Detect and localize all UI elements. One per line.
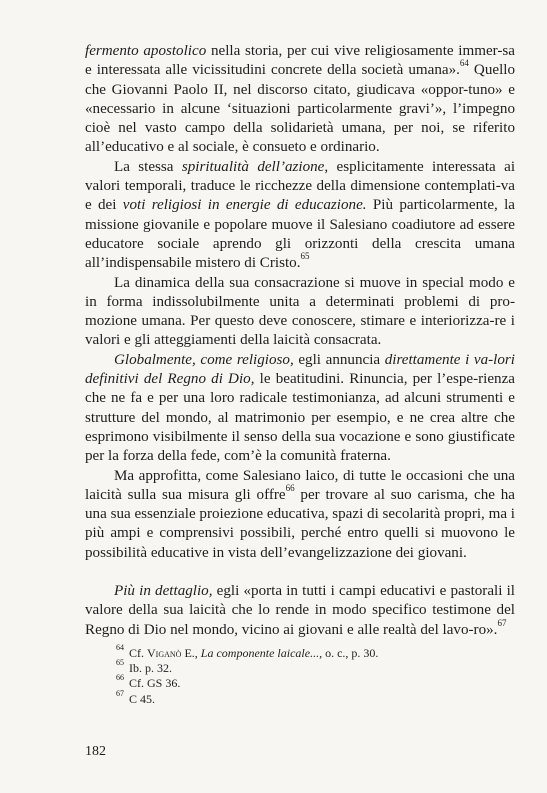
footnote [116, 658, 496, 676]
paragraph [85, 42, 515, 158]
text-run: egli «porta in tutti i campi educativi e pastorali il valore della sua laicità che lo rende in modo specifico testimone del Regno di Dio nel mondo, vicino ai giovani e alle realtà del lavo-ro». [85, 583, 515, 638]
text-run: , esplicitamente interessata ai valori temporali, traduce le ricchezze della dimensione contemplati-va e dei [85, 158, 516, 214]
footnote-text: C 45. [129, 691, 156, 706]
paragraph [85, 582, 515, 640]
footnote-title: La componente laicale..., [200, 646, 323, 660]
paragraph [85, 158, 515, 274]
footnote-ref: 65 [300, 251, 310, 262]
text-run: La stessa [114, 158, 182, 175]
italic-text: Globalmente, come religioso, [114, 351, 294, 368]
paragraph [85, 351, 515, 467]
italic-text: Più in dettaglio, [114, 583, 213, 600]
text-run: egli annuncia [293, 351, 385, 368]
footnote-text: Cf. GS 36. [129, 676, 181, 691]
text-run: La dinamica della sua consacrazione si muove in special modo e in forma indissolubilmente unita a determinati problemi di pro-mozione umana. Per questo deve conoscere, stimare e interiorizza-re i valori e gli atteggiamenti della laicità consacrata. [85, 274, 515, 349]
paragraph [85, 467, 515, 563]
italic-text: spiritualità dell’azione [181, 158, 325, 175]
footnote-ref: 66 [285, 482, 295, 493]
footnotes [116, 643, 496, 707]
footnote-number: 66 [116, 673, 124, 683]
text-run: le beatitudini. Rinuncia, per l’espe-rienza che ne fa e per una loro radicale testimonianza, ad alcuni strumenti e strutture del mondo, al matrimonio per esempio, e ne crea altre che esprimono visibilmente il senso della sua vocazione e sono giustificate per la forza della fede, com’è la comunità fraterna. [85, 371, 516, 465]
body-text [85, 42, 515, 640]
footnote [116, 673, 496, 691]
footnote-number: 67 [116, 688, 124, 698]
footnote-text: Ib. p. 32. [129, 661, 172, 676]
italic-text: direttamente i va-lori definitivi del Regno di Dio, [85, 351, 515, 388]
italic-text: voti religiosi in energie di educazione. [122, 197, 367, 214]
footnote [116, 688, 496, 707]
text-run: Quello che Giovanni Paolo II, nel discorso citato, giudicava «oppor-tuno» e «necessario in alcune ‘situazioni particolarmente gravi’», l’impegno cioè nel vasto campo della solidarietà umana, per noi, se riferito all’educativo e al sociale, è consueto e ordinario. [85, 62, 516, 156]
footnote-number: 64 [116, 643, 124, 652]
footnote-number: 65 [116, 658, 124, 668]
footnote-text: Cf. [129, 646, 147, 660]
paragraph [85, 274, 515, 351]
footnote-ref: 64 [459, 58, 469, 69]
footnote-text: o. c., p. 30. [322, 646, 379, 660]
text-run: nella storia, per cui vive religiosamente immer-sa e interessata alle vicissitudini concrete della società umana». [85, 43, 515, 79]
page-number: 182 [85, 744, 106, 759]
footnote-author: Viganò E., [147, 646, 198, 660]
text-run: per trovare al suo carisma, che ha una sua essenziale proiezione educativa, spazi di secolarità propri, ma i più ampi e comprensivi possibili, perché entro quelli si muovono le possibilità educative in vista dell’evangelizzazione dei giovani. [85, 486, 515, 561]
footnote-ref: 67 [497, 617, 507, 628]
footnote [116, 643, 496, 661]
text-run: Ma approfitta, come Salesiano laico, di tutte le occasioni che una laicità sulla sua misura gli offre [85, 467, 515, 503]
text-run: Più particolarmente, la missione giovanile e popolare muove il Salesiano coadiutore ad essere educatore sociale aprendo gli orizzonti della crescita umana all’indispensabile mistero di Cristo. [85, 197, 516, 272]
italic-text: fermento apostolico [85, 43, 207, 59]
